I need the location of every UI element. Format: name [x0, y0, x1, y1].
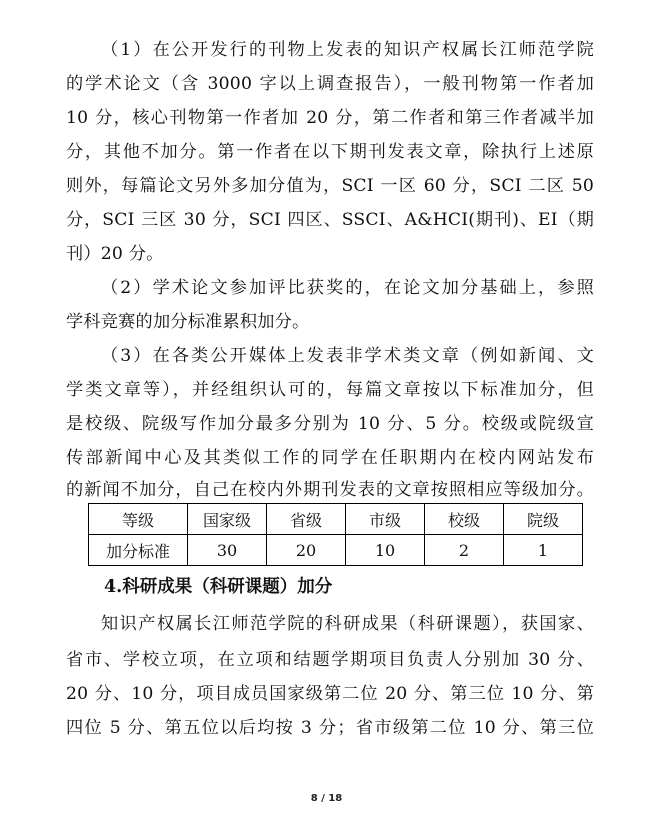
paragraph-2-line: 学科竞赛的加分标准累积加分。 — [66, 312, 310, 332]
paragraph-3-line: （3）在各类公开媒体上发表非学术类文章（例如新闻、文 — [101, 346, 594, 366]
table-header-cell: 国家级 — [188, 504, 267, 535]
paragraph-1-line: 的学术论文（含 3000 字以上调查报告），一般刊物第一作者加 — [66, 74, 594, 94]
paragraph-1-line: （1）在公开发行的刊物上发表的知识产权属长江师范学院 — [101, 40, 594, 60]
table-header-cell: 市级 — [346, 504, 425, 535]
table-cell: 30 — [188, 535, 267, 566]
table-cell: 10 — [346, 535, 425, 566]
paragraph-1-line: 则外，每篇论文另外多加分值为，SCI 一区 60 分，SCI 二区 50 — [66, 176, 594, 196]
table-cell: 加分标准 — [89, 535, 188, 566]
paragraph-1-line: 分，SCI 三区 30 分，SCI 四区、SSCI、A&HCI(期刊)、EI（期 — [66, 210, 594, 230]
paragraph-3-line: 的新闻不加分，自己在校内外期刊发表的文章按照相应等级加分。 — [66, 480, 594, 500]
table-header-cell: 校级 — [425, 504, 504, 535]
section-body-line: 省市、学校立项，在立项和结题学期项目负责人分别加 30 分、 — [66, 650, 594, 670]
table-cell: 2 — [425, 535, 504, 566]
table-header-cell: 院级 — [504, 504, 583, 535]
paragraph-3-line: 传部新闻中心及其类似工作的同学在任职期内在校内网站发布 — [66, 448, 594, 468]
paragraph-3-line: 学类文章等），并经组织认可的，每篇文章按以下标准加分，但 — [66, 380, 594, 400]
table-header-cell: 等级 — [89, 504, 188, 535]
page-number: 8 / 18 — [310, 793, 343, 804]
paragraph-1-line: 分，其他不加分。第一作者在以下期刊发表文章，除执行上述原 — [66, 142, 594, 162]
score-table-header-row — [89, 504, 583, 535]
section-body-line: 四位 5 分、第五位以后均按 3 分；省市级第二位 10 分、第三位 — [66, 718, 594, 738]
section-body-line: 知识产权属长江师范学院的科研成果（科研课题），获国家、 — [101, 614, 594, 634]
paragraph-2-line: （2）学术论文参加评比获奖的，在论文加分基础上，参照 — [101, 278, 594, 298]
score-table — [88, 503, 583, 566]
paragraph-3-line: 是校级、院级写作加分最多分别为 10 分、5 分。校级或院级宣 — [66, 414, 594, 434]
table-cell: 20 — [267, 535, 346, 566]
section-body-line: 20 分、10 分，项目成员国家级第二位 20 分、第三位 10 分、第 — [66, 684, 594, 704]
section-heading: 4.科研成果（科研课题）加分 — [104, 577, 333, 597]
table-cell: 1 — [504, 535, 583, 566]
table-header-cell: 省级 — [267, 504, 346, 535]
score-table-row — [89, 535, 583, 566]
paragraph-1-line: 刊）20 分。 — [66, 244, 164, 264]
paragraph-1-line: 10 分，核心刊物第一作者加 20 分，第二作者和第三作者减半加 — [66, 108, 594, 128]
